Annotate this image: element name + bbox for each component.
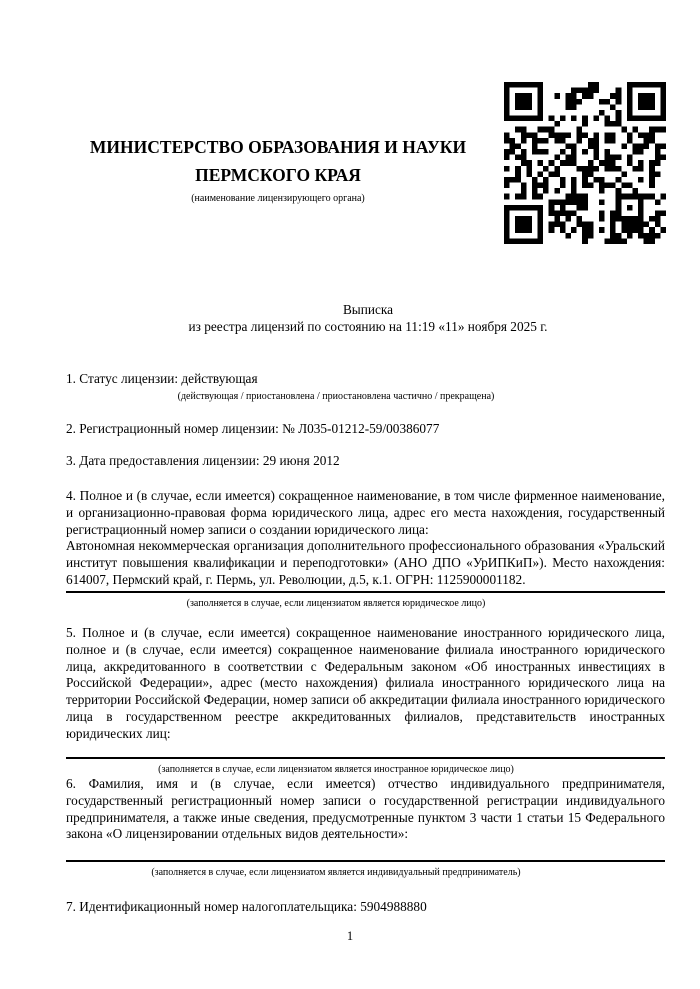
section-5-label: 5. Полное и (в случае, если имеется) сокращенное наименование иностранного юридического лица, полное и (в случае, если имеется) сокращенное наименование филиала иностранного юридического лица, аккредитованного в соответствии с Федеральным законом «Об иностранных инвестициях в Российской Федерации», адрес (место нахождения) филиала иностранного юридического лица на территории Российской Федерации, номер записи об аккредитации филиала иностранного юридического лица в государственном реестре аккредитованных филиалов, представительств иностранных юридических лиц: <box>66 625 665 741</box>
qr-code-icon <box>504 82 666 244</box>
title-line2: из реестра лицензий по состоянию на 11:19 «11» ноября 2025 г. <box>188 319 548 334</box>
blank-fill-space <box>66 843 665 858</box>
authority-name-line1: МИНИСТЕРСТВО ОБРАЗОВАНИЯ И НАУКИ <box>89 137 467 157</box>
section-3-grant-date: 3. Дата предоставления лицензии: 29 июня 2012 <box>66 453 340 468</box>
section-6-entrepreneur <box>66 776 665 879</box>
document-title <box>66 301 670 335</box>
section-5-caption: (заполняется в случае, если лицензиатом является иностранное юридическое лицо) <box>158 763 514 775</box>
section-2-reg-number: 2. Регистрационный номер лицензии: № Л035-01212-59/00386077 <box>66 421 440 436</box>
section-1-caption: (действующая / приостановлена / приостановлена частично / прекращена) <box>177 391 495 402</box>
title-line1: Выписка <box>342 302 394 317</box>
section-4-legal-entity <box>66 488 665 610</box>
page-number: 1 <box>346 929 354 943</box>
section-6-fill-line <box>66 860 665 862</box>
section-6-caption: (заполняется в случае, если лицензиатом является индивидуальный предприниматель) <box>151 867 521 879</box>
section-4-caption: (заполняется в случае, если лицензиатом является юридическое лицо) <box>186 597 486 609</box>
section-7-inn: 7. Идентификационный номер налогоплательщика: 5904988880 <box>66 899 427 914</box>
section-4-value: Автономная некоммерческая организация дополнительного профессионального образования «Уральский институт повышения квалификации и переподготовки» (АНО ДПО «УрИПКиП»). Место нахождения: 614007, Пермский край, г. Пермь, ул. Революции, д.5, к.1. ОГРН: 1125900001182. <box>66 538 665 587</box>
section-4-label: 4. Полное и (в случае, если имеется) сокращенное наименование, в том числе фирменное наименование, и организационно-правовая форма юридического лица, адрес его места нахождения, государственный регистрационный номер записи о создании юридического лица: <box>66 488 665 537</box>
section-4-fill-line <box>66 591 665 593</box>
authority-caption: (наименование лицензирующего органа) <box>191 193 365 204</box>
section-1-status: 1. Статус лицензии: действующая <box>66 371 258 386</box>
section-6-label: 6. Фамилия, имя и (в случае, если имеется) отчество индивидуального предпринимателя, государственный регистрационный номер записи о государственной регистрации индивидуального предпринимателя, а также иные сведения, предусмотренные пунктом 3 части 1 статьи 15 Федерального закона «О лицензировании отдельных видов деятельности»: <box>66 776 665 842</box>
section-5-fill-line <box>66 757 665 759</box>
section-5-foreign-entity <box>66 625 665 776</box>
authority-name-line2: ПЕРМСКОГО КРАЯ <box>195 165 361 185</box>
licensing-authority-header <box>66 133 490 205</box>
blank-fill-space <box>66 743 665 755</box>
